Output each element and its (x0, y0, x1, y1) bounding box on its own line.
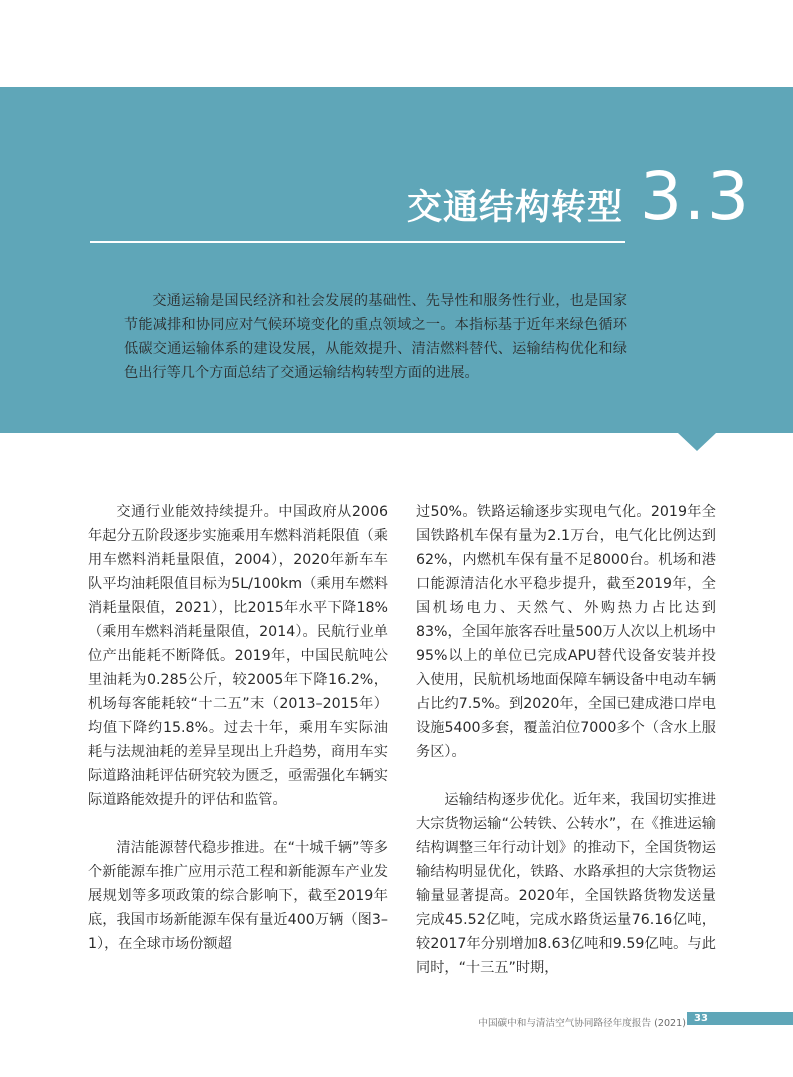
body-column-left (88, 500, 388, 980)
page-number: 33 (694, 1013, 708, 1024)
body-paragraph: 交通行业能效持续提升。中国政府从2006年起分五阶段逐步实施乘用车燃料消耗限值（乘用车燃料消耗量限值，2004），2020年新车车队平均油耗限值目标为5L/100km（乘用车燃料消耗量限值，2021），比2015年水平下降18%（乘用车燃料消耗量限值，2014）。民航行业单位产出能耗不断降低。2019年，中国民航吨公里油耗为0.285公斤，较2005年下降16.2%，机场每客能耗较“十二五”末（2013–2015年）均值下降约15.8%。过去十年，乘用车实际油耗与法规油耗的差异呈现出上升趋势，商用车实际道路油耗评估研究较为匮乏，亟需强化车辆实际道路能效提升的评估和监管。 (88, 504, 388, 808)
body-paragraph: 运输结构逐步优化。近年来，我国切实推进大宗货物运输“公转铁、公转水”，在《推进运输结构调整三年行动计划》的推动下，全国货物运输结构明显优化，铁路、水路承担的大宗货物运输量显著提高。2020年，全国铁路货物发送量完成45.52亿吨，完成水路货运量76.16亿吨，较2017年分别增加8.63亿吨和9.59亿吨。与此同时，“十三五”时期， (416, 792, 716, 976)
title-divider (90, 241, 625, 243)
banner-notch (678, 433, 716, 451)
footer-report-title: 中国碳中和与清洁空气协同路径年度报告 (2021) (478, 1018, 686, 1029)
intro-paragraph: 交通运输是国民经济和社会发展的基础性、先导性和服务性行业，也是国家节能减排和协同应对气候环境变化的重点领域之一。本指标基于近年来绿色循环低碳交通运输体系的建设发展，从能效提升、清洁燃料替代、运输结构优化和绿色出行等几个方面总结了交通运输结构转型方面的进展。 (124, 293, 627, 381)
section-number: 3.3 (640, 158, 751, 235)
body-column-right (416, 500, 716, 1004)
page-title: 交通结构转型 (406, 188, 623, 228)
body-paragraph: 清洁能源替代稳步推进。在“十城千辆”等多个新能源车推广应用示范工程和新能源车产业发展规划等多项政策的综合影响下，截至2019年底，我国市场新能源车保有量近400万辆（图3–1），在全球市场份额超 (88, 840, 388, 952)
body-paragraph: 过50%。铁路运输逐步实现电气化。2019年全国铁路机车保有量为2.1万台，电气化比例达到62%，内燃机车保有量不足8000台。机场和港口能源清洁化水平稳步提升，截至2019年，全国机场电力、天然气、外购热力占比达到83%，全国年旅客吞吐量500万人次以上机场中95%以上的单位已完成APU替代设备安装并投入使用，民航机场地面保障车辆设备中电动车辆占比约7.5%。到2020年，全国已建成港口岸电设施5400多套，覆盖泊位7000多个（含水上服务区）。 (416, 504, 716, 760)
